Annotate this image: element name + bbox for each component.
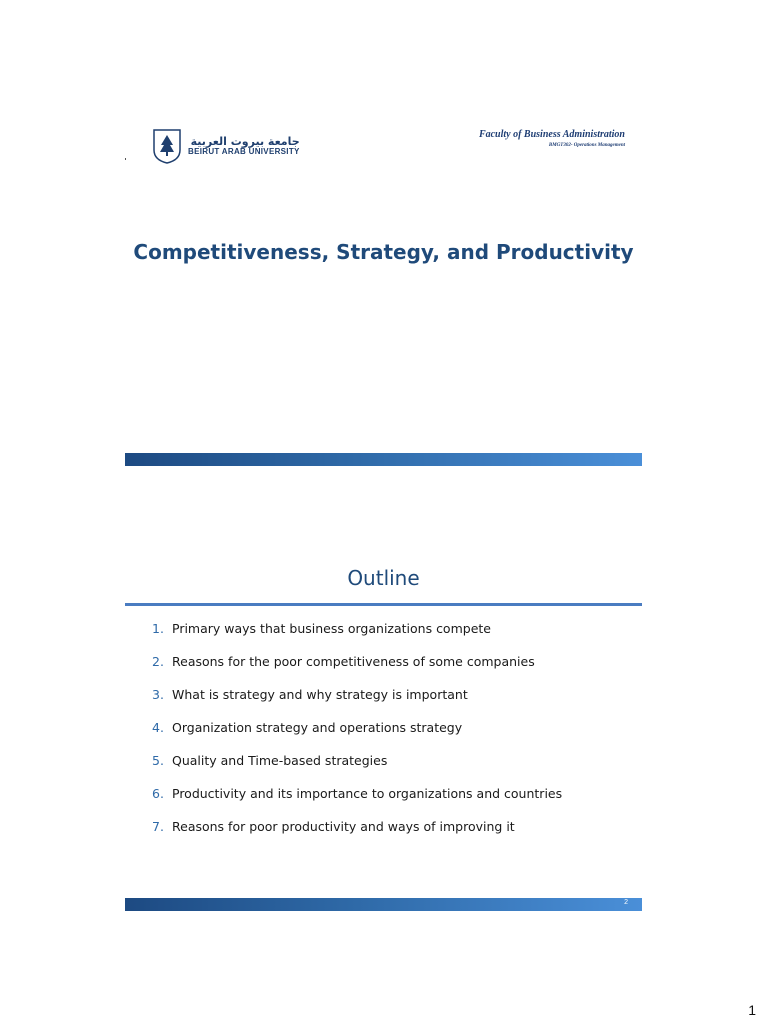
item-text: Productivity and its importance to organizations and countries bbox=[172, 786, 563, 801]
list-item bbox=[152, 810, 632, 843]
item-number: 3. bbox=[152, 687, 164, 702]
outline-list bbox=[152, 612, 632, 843]
item-text: Reasons for poor productivity and ways of improving it bbox=[172, 819, 515, 834]
item-text: Primary ways that business organizations compete bbox=[172, 621, 491, 636]
faculty-name: Faculty of Business Administration bbox=[478, 129, 625, 140]
list-item bbox=[152, 678, 632, 711]
course-name: BMGT302- Operations Management bbox=[548, 143, 625, 148]
item-text: Organization strategy and operations strategy bbox=[172, 720, 463, 735]
item-text: Quality and Time-based strategies bbox=[172, 753, 388, 768]
faculty-header bbox=[479, 129, 625, 148]
list-item bbox=[152, 744, 632, 777]
university-name-english: BEIRUT ARAB UNIVERSITY bbox=[188, 146, 300, 156]
stray-mark bbox=[125, 158, 126, 160]
outline-title: Outline bbox=[347, 566, 420, 590]
slide-title: Competitiveness, Strategy, and Productivity bbox=[133, 240, 634, 264]
university-name-arabic: جامعة بيروت العربية bbox=[190, 134, 300, 148]
item-number: 5. bbox=[152, 753, 164, 768]
list-item bbox=[152, 777, 632, 810]
item-number: 2. bbox=[152, 654, 164, 669]
item-number: 7. bbox=[152, 819, 164, 834]
list-item bbox=[152, 645, 632, 678]
page-number: 1 bbox=[748, 1002, 756, 1018]
slide-number: 2 bbox=[624, 899, 628, 906]
university-logo bbox=[152, 127, 312, 165]
item-number: 6. bbox=[152, 786, 164, 801]
item-number: 4. bbox=[152, 720, 164, 735]
item-text: What is strategy and why strategy is important bbox=[172, 687, 468, 702]
title-underline bbox=[125, 603, 642, 606]
item-text: Reasons for the poor competitiveness of some companies bbox=[172, 654, 535, 669]
item-number: 1. bbox=[152, 621, 164, 636]
university-crest-icon bbox=[152, 128, 182, 164]
slide2-footer-bar bbox=[125, 898, 642, 911]
slide1-footer-bar bbox=[125, 453, 642, 466]
list-item bbox=[152, 711, 632, 744]
list-item bbox=[152, 612, 632, 645]
